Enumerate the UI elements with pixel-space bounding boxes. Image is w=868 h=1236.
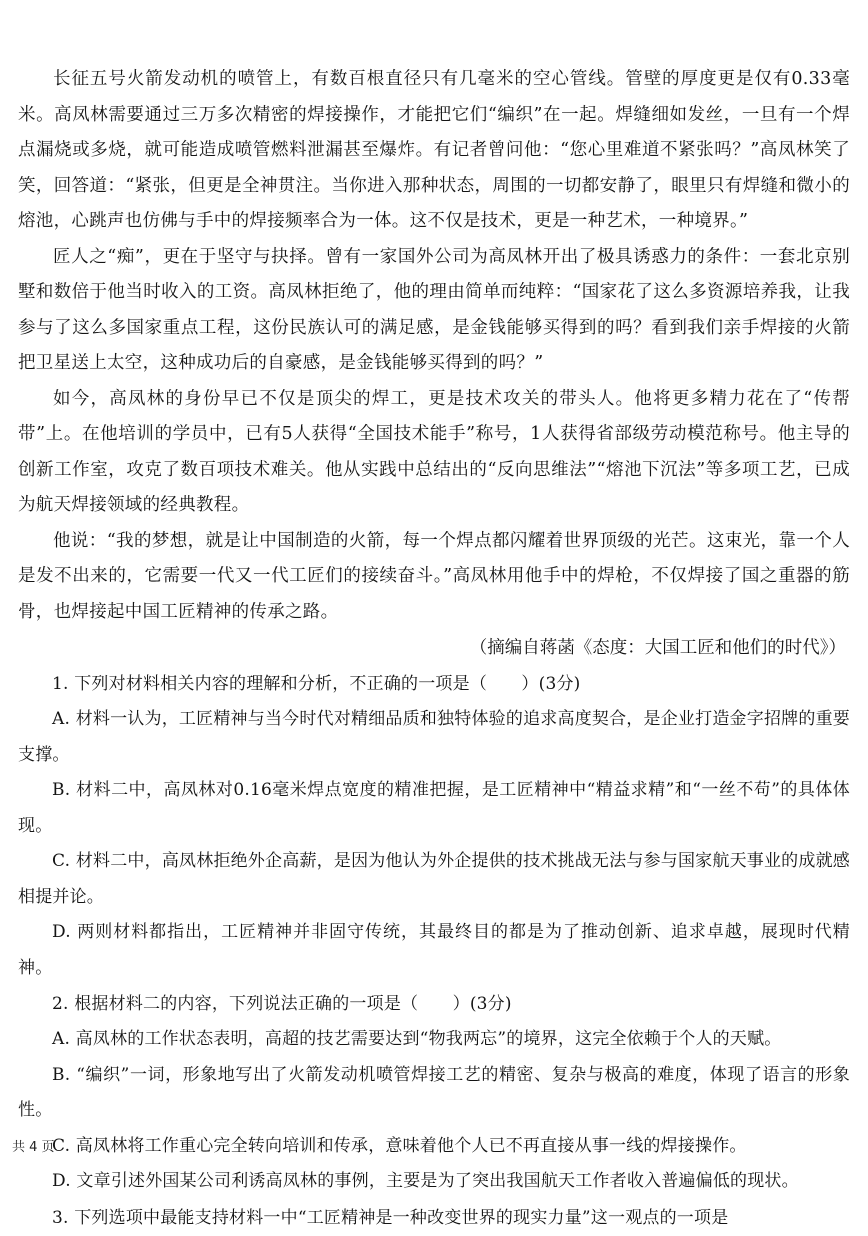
document-page: [18, 62, 850, 1228]
page-footer: 共 4 页: [12, 1140, 55, 1155]
option-c: C. 高凤林将工作重心完全转向培训和传承，意味着他个人已不再直接从事一线的焊接操作。: [52, 1135, 747, 1156]
article-paragraph: 长征五号火箭发动机的喷管上，有数百根直径只有几毫米的空心管线。管壁的厚度更是仅有0.33毫米。高凤林需要通过三万多次精密的焊接操作，才能把它们“编织”在一起。焊缝细如发丝，一旦有一个焊点漏烧或多烧，就可能造成喷管燃料泄漏甚至爆炸。有记者曾问他：“您心里难道不紧张吗？”高凤林笑了笑，回答道：“紧张，但更是全神贯注。当你进入那种状态，周围的一切都安静了，眼里只有焊缝和微小的熔池，心跳声也仿佛与手中的焊接频率合为一体。这不仅是技术，更是一种艺术，一种境界。”: [18, 69, 850, 231]
article-paragraph: 如今，高凤林的身份早已不仅是顶尖的焊工，更是技术攻关的带头人。他将更多精力花在了“传帮带”上。在他培训的学员中，已有5人获得“全国技术能手”称号，1人获得省部级劳动模范称号。他主导的创新工作室，攻克了数百项技术难关。他从实践中总结出的“反向思维法”“熔池下沉法”等多项工艺，已成为航天焊接领域的经典教程。: [18, 388, 850, 515]
question-3: [18, 1200, 850, 1236]
question-2: [18, 986, 850, 1200]
question-stem: 1. 下列对材料相关内容的理解和分析，不正确的一项是（ ）(3分): [52, 674, 581, 694]
question-stem: 3. 下列选项中最能支持材料一中“工匠精神是一种改变世界的现实力量”这一观点的一项是: [52, 1207, 729, 1228]
option-b: B. 材料二中，高凤林对0.16毫米焊点宽度的精准把握，是工匠精神中“精益求精”和“一丝不苟”的具体体现。: [18, 780, 850, 836]
option-d: D. 两则材料都指出，工匠精神并非固守传统，其最终目的都是为了推动创新、追求卓越，展现时代精神。: [18, 922, 850, 978]
option-b: B. “编织”一词，形象地写出了火箭发动机喷管焊接工艺的精密、复杂与极高的难度，体现了语言的形象性。: [18, 1064, 850, 1120]
option-c: C. 材料二中，高凤林拒绝外企高薪，是因为他认为外企提供的技术挑战无法与参与国家航天事业的成就感相提并论。: [18, 851, 850, 907]
article-paragraph: 他说：“我的梦想，就是让中国制造的火箭，每一个焊点都闪耀着世界顶级的光芒。这束光，靠一个人是发不出来的，它需要一代又一代工匠们的接续奋斗。”高凤林用他手中的焊枪，不仅焊接了国之重器的筋骨，也焊接起中国工匠精神的传承之路。: [18, 530, 850, 622]
article-paragraph: 匠人之“痴”，更在于坚守与抉择。曾有一家国外公司为高凤林开出了极具诱惑力的条件：一套北京别墅和数倍于他当时收入的工资。高凤林拒绝了，他的理由简单而纯粹：“国家花了这么多资源培养我，让我参与了这么多国家重点工程，这份民族认可的满足感，是金钱能够买得到的吗？看到我们亲手焊接的火箭把卫星送上太空，这种成功后的自豪感，是金钱能够买得到的吗？”: [18, 246, 850, 373]
article-source: （摘编自蒋菡《态度：大国工匠和他们的时代》）: [469, 638, 846, 658]
question-1: [18, 666, 850, 986]
article-body: [18, 62, 850, 666]
option-d: D. 文章引述外国某公司利诱高凤林的事例，主要是为了突出我国航天工作者收入普遍偏低的现状。: [52, 1171, 799, 1191]
option-a: A. 高凤林的工作状态表明，高超的技艺需要达到“物我两忘”的境界，这完全依赖于个人的天赋。: [52, 1029, 782, 1049]
question-stem: 2. 根据材料二的内容，下列说法正确的一项是（ ）(3分): [52, 994, 512, 1014]
option-a: A. 材料一认为，工匠精神与当今时代对精细品质和独特体验的追求高度契合，是企业打造金字招牌的重要支撑。: [18, 709, 850, 765]
